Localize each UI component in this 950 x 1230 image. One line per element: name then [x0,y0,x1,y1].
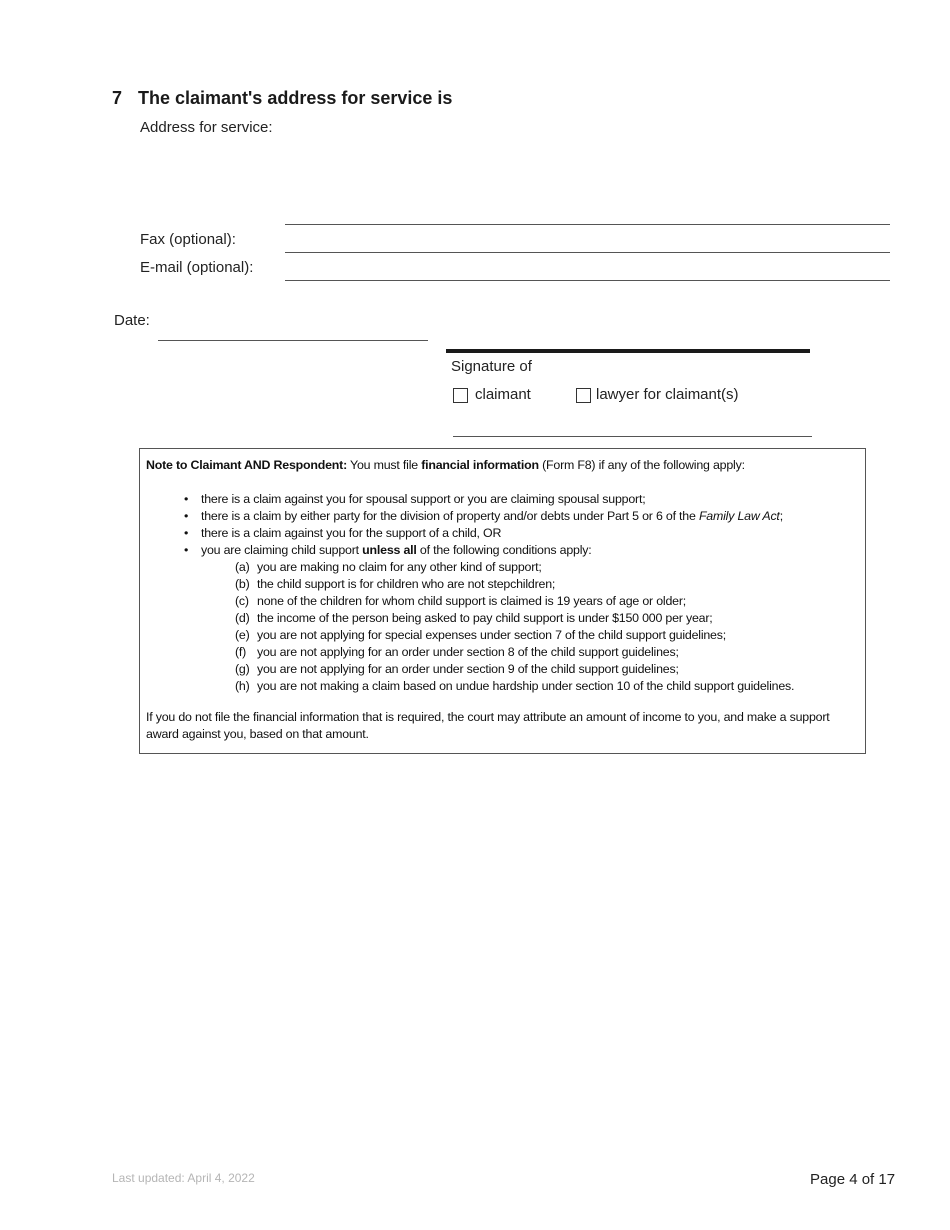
condition-item [235,627,794,644]
fax-underline [285,252,890,253]
claimant-option-label: claimant [475,386,531,403]
date-label: Date: [114,312,150,329]
note-footer: If you do not file the financial information that is required, the court may attribute an amount of income to you, and make a support award against you, based on that amount. [146,710,830,741]
condition-text: you are not applying for special expenses under section 7 of the child support guidelines; [257,628,726,642]
list-item [184,542,783,559]
email-input[interactable] [285,256,890,280]
note-intro-text2: (Form F8) if any of the following apply: [538,458,745,472]
condition-text: you are not applying for an order under section 9 of the child support guidelines; [257,662,679,676]
condition-item [235,661,794,678]
list-item [184,491,783,508]
section-number: 7 [112,88,123,108]
condition-item [235,559,794,576]
list-item [184,525,783,542]
condition-text: the child support is for children who are not stepchildren; [257,577,556,591]
condition-text: you are not making a claim based on undue hardship under section 10 of the child support guidelines. [257,679,795,693]
section-title: The claimant's address for service is [138,88,453,108]
list-item [184,508,783,525]
condition-letter: (g) [235,662,250,676]
note-intro-bold: Note to Claimant AND Respondent: [146,458,348,472]
bullet-end: ; [779,509,783,523]
bullet-end: of the following conditions apply: [416,543,592,557]
bullet-text: there is a claim against you for spousal support or you are claiming spousal support; [201,492,646,506]
signature-input[interactable] [453,412,812,436]
condition-letter: (e) [235,628,250,642]
condition-letter: (h) [235,679,250,693]
date-input[interactable] [158,316,428,340]
condition-item [235,644,794,661]
condition-text: none of the children for whom child support is claimed is 19 years of age or older; [257,594,687,608]
condition-letter: (c) [235,594,249,608]
note-intro [146,457,745,474]
signature-label: Signature of [451,358,532,375]
fax-label: Fax (optional): [140,231,236,248]
bullet-bold: unless all [362,543,417,557]
condition-item [235,576,794,593]
lawyer-checkbox[interactable] [576,388,591,403]
condition-letter: (b) [235,577,250,591]
condition-text: you are not applying for an order under section 8 of the child support guidelines; [257,645,679,659]
bullet-text: there is a claim by either party for the division of property and/or debts under Part 5 or 6 of the [201,509,699,523]
signature-underline [453,436,812,437]
conditions-list [235,559,794,695]
last-updated: Last updated: April 4, 2022 [112,1171,255,1185]
condition-letter: (d) [235,611,250,625]
address-input[interactable] [285,140,890,220]
condition-text: you are making no claim for any other kind of support; [257,560,542,574]
note-intro-bold2: financial information [421,458,539,472]
financial-info-note [139,448,866,754]
condition-text: the income of the person being asked to pay child support is under $150 000 per year; [257,611,713,625]
address-label: Address for service: [140,119,273,136]
bullet-text: you are claiming child support [201,543,363,557]
email-label: E-mail (optional): [140,259,254,276]
condition-item [235,610,794,627]
address-underline [285,224,890,225]
bullet-italic: Family Law Act [698,509,780,523]
condition-item [235,593,794,610]
claimant-checkbox[interactable] [453,388,468,403]
lawyer-option-label: lawyer for claimant(s) [596,386,739,403]
date-underline [158,340,428,341]
page-number: Page 4 of 17 [810,1171,896,1188]
signature-bar [446,349,810,353]
bullet-text: there is a claim against you for the support of a child, OR [201,526,502,540]
condition-letter: (a) [235,560,250,574]
note-bullet-list [184,491,783,559]
fax-input[interactable] [285,228,890,252]
note-intro-text: You must file [347,458,422,472]
email-underline [285,280,890,281]
condition-item [235,678,794,695]
condition-letter: (f) [235,645,247,659]
